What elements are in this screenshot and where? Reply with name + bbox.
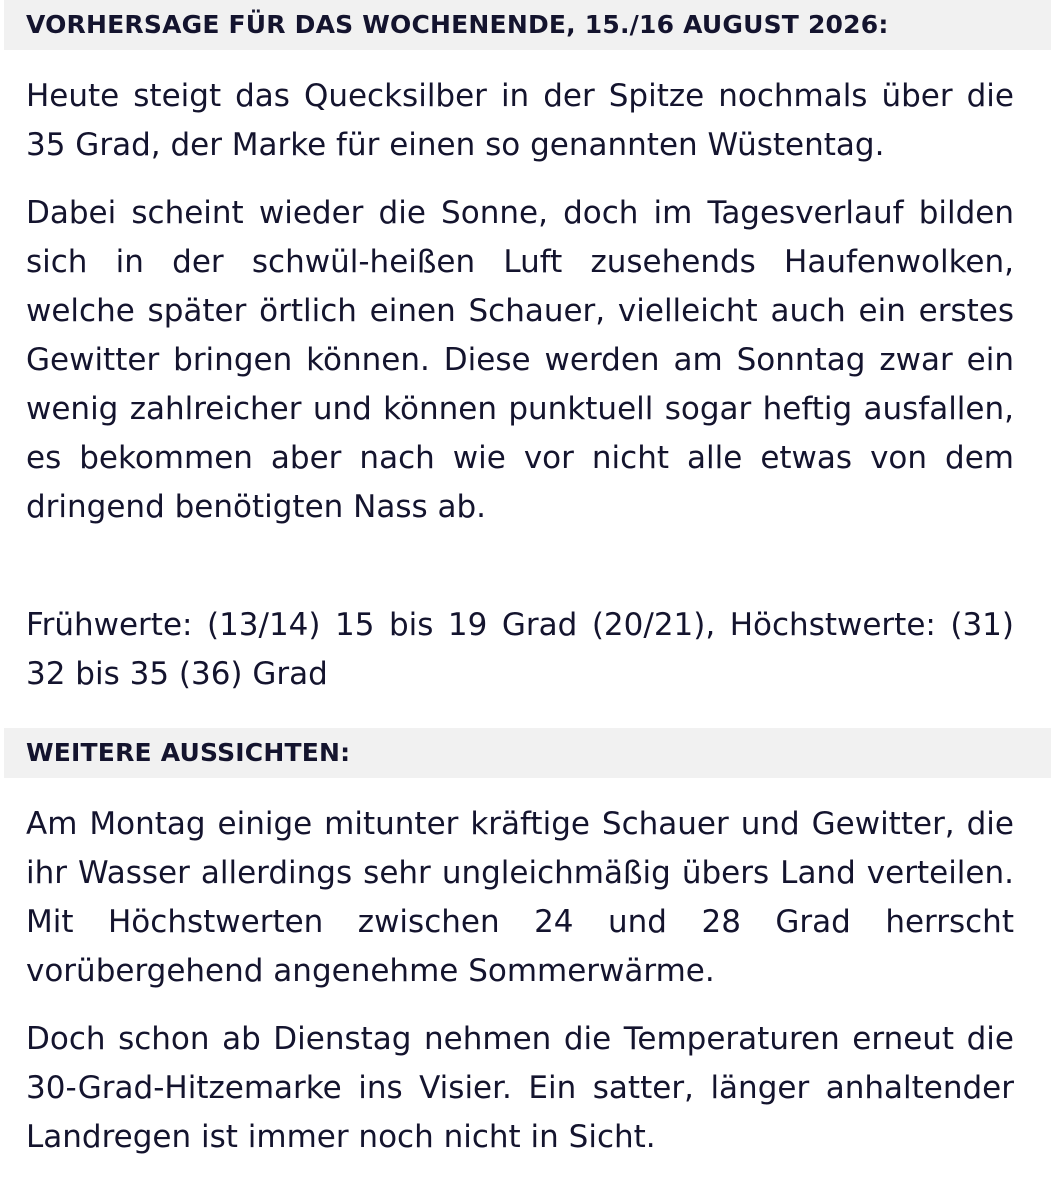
forecast-weekend-heading: VORHERSAGE FÜR DAS WOCHENENDE, 15./16 AUGUST 2026:: [4, 0, 1051, 50]
forecast-paragraph-weekend-details: Dabei scheint wieder die Sonne, doch im Tagesverlauf bilden sich in der schwül-heißen Luft zusehends Haufenwolken, welche später örtlich einen Schauer, vielleicht auch ein erstes Gewitter bringen können. Diese werden am Sonntag zwar ein wenig zahlreicher und können punktuell sogar heftig ausfallen, es bekommen aber nach wie vor nicht alle etwas von dem dringend benötigten Nass ab.: [26, 195, 1014, 525]
forecast-paragraph-today: Heute steigt das Quecksilber in der Spitze nochmals über die 35 Grad, der Marke für einen so genannten Wüstentag.: [26, 78, 1014, 163]
further-outlook-heading: WEITERE AUSSICHTEN:: [4, 728, 1051, 778]
outlook-paragraph-tuesday: Doch schon ab Dienstag nehmen die Temperaturen erneut die 30-Grad-Hitzemarke ins Visier. Ein satter, länger anhaltender Landregen ist immer noch nicht in Sicht.: [26, 1021, 1014, 1155]
forecast-paragraph-temperatures: Frühwerte: (13/14) 15 bis 19 Grad (20/21), Höchstwerte: (31) 32 bis 35 (36) Grad: [26, 607, 1014, 692]
outlook-paragraph-monday: Am Montag einige mitunter kräftige Schauer und Gewitter, die ihr Wasser allerdings sehr ungleichmäßig übers Land verteilen. Mit Höchstwerten zwischen 24 und 28 Grad herrscht vorübergehend angenehme Sommerwärme.: [26, 806, 1014, 989]
